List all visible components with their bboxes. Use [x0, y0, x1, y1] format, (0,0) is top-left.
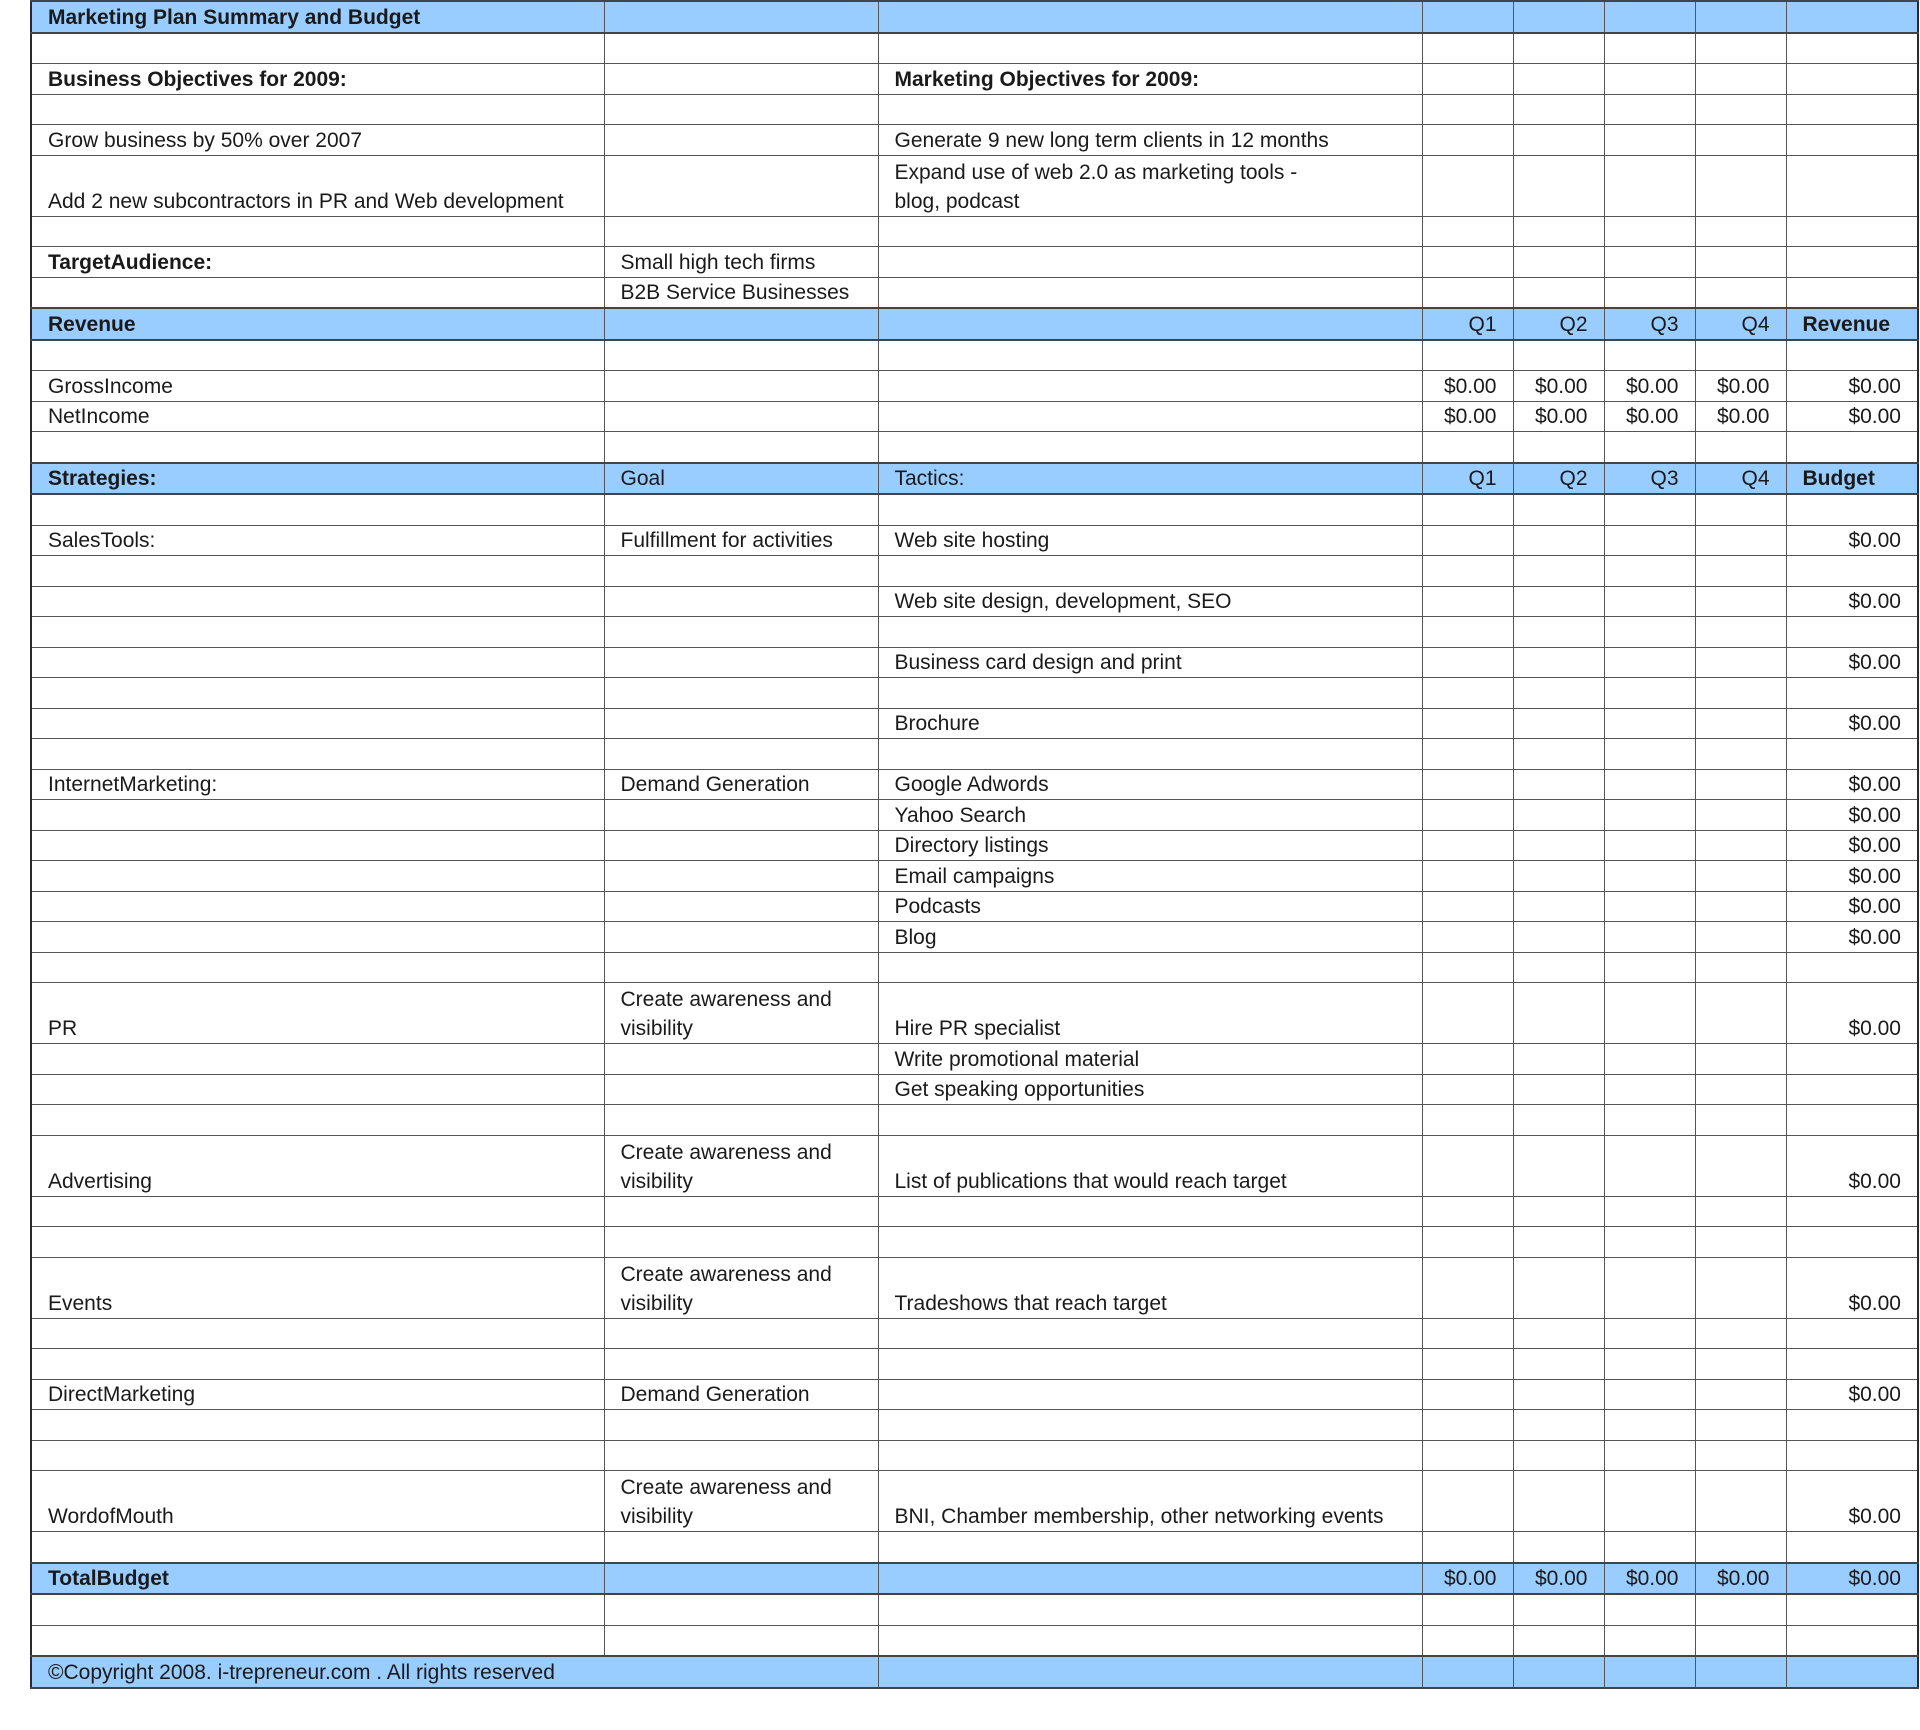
target-audience-2: B2B Service Businesses — [604, 277, 878, 308]
budget-q1-header: Q1 — [1422, 463, 1513, 495]
gross-income-q1: $0.00 — [1422, 371, 1513, 402]
gross-income-label: GrossIncome — [31, 371, 604, 402]
target-audience-1: Small high tech firms — [604, 247, 878, 278]
objective-row — [31, 125, 1918, 156]
budget-q4-header: Q4 — [1695, 463, 1786, 495]
marketing-objective-2: Expand use of web 2.0 as marketing tools - blog, podcast — [878, 155, 1422, 216]
budget-total-header: Budget — [1786, 463, 1918, 495]
strategy-row — [31, 800, 1918, 831]
tactic: Yahoo Search — [878, 800, 1422, 831]
tactic: Blog — [878, 922, 1422, 953]
strategy-row — [31, 983, 1918, 1044]
tactic: Get speaking opportunities — [878, 1074, 1422, 1105]
revenue-q2-header: Q2 — [1513, 308, 1604, 340]
budget-value: $0.00 — [1786, 647, 1918, 678]
net-income-q4: $0.00 — [1695, 401, 1786, 432]
budget-table — [30, 0, 1919, 1689]
tactic: Podcasts — [878, 891, 1422, 922]
strategy-row — [31, 647, 1918, 678]
net-income-q1: $0.00 — [1422, 401, 1513, 432]
strategy-row — [31, 891, 1918, 922]
strategy-row — [31, 1074, 1918, 1105]
target-audience-row — [31, 247, 1918, 278]
gross-income-q4: $0.00 — [1695, 371, 1786, 402]
tactic: List of publications that would reach target — [878, 1135, 1422, 1196]
strategy-row — [31, 525, 1918, 556]
strategy-label: Events — [31, 1257, 604, 1318]
strategy-row — [31, 830, 1918, 861]
tactic: Web site design, development, SEO — [878, 586, 1422, 617]
net-income-row — [31, 401, 1918, 432]
budget-value: $0.00 — [1786, 830, 1918, 861]
gross-income-q2: $0.00 — [1513, 371, 1604, 402]
strategy-goal: Demand Generation — [604, 769, 878, 800]
total-q3: $0.00 — [1604, 1563, 1695, 1595]
revenue-q3-header: Q3 — [1604, 308, 1695, 340]
gross-income-q3: $0.00 — [1604, 371, 1695, 402]
marketing-objectives-label: Marketing Objectives for 2009: — [878, 64, 1422, 95]
strategy-goal: Demand Generation — [604, 1379, 878, 1410]
strategy-label: DirectMarketing — [31, 1379, 604, 1410]
total-budget-row — [31, 1563, 1918, 1595]
total-budget: $0.00 — [1786, 1563, 1918, 1595]
business-objective-2: Add 2 new subcontractors in PR and Web development — [31, 155, 604, 216]
tactic: Business card design and print — [878, 647, 1422, 678]
tactic: Tradeshows that reach target — [878, 1257, 1422, 1318]
budget-value: $0.00 — [1786, 1257, 1918, 1318]
budget-q3-header: Q3 — [1604, 463, 1695, 495]
strategies-header-row — [31, 463, 1918, 495]
strategy-label: InternetMarketing: — [31, 769, 604, 800]
strategy-label: PR — [31, 983, 604, 1044]
strategy-row — [31, 861, 1918, 892]
tactic: Email campaigns — [878, 861, 1422, 892]
strategy-label: SalesTools: — [31, 525, 604, 556]
tactics-header: Tactics: — [878, 463, 1422, 495]
gross-income-total: $0.00 — [1786, 371, 1918, 402]
strategy-goal: Create awareness and visibility — [604, 1257, 878, 1318]
budget-value: $0.00 — [1786, 983, 1918, 1044]
marketing-objective-1: Generate 9 new long term clients in 12 months — [878, 125, 1422, 156]
total-q1: $0.00 — [1422, 1563, 1513, 1595]
strategy-row — [31, 769, 1918, 800]
budget-value: $0.00 — [1786, 708, 1918, 739]
strategy-goal: Fulfillment for activities — [604, 525, 878, 556]
goal-header: Goal — [604, 463, 878, 495]
tactic: Brochure — [878, 708, 1422, 739]
budget-value: $0.00 — [1786, 1135, 1918, 1196]
strategy-label: Advertising — [31, 1135, 604, 1196]
budget-value: $0.00 — [1786, 1471, 1918, 1532]
budget-value: $0.00 — [1786, 891, 1918, 922]
revenue-q1-header: Q1 — [1422, 308, 1513, 340]
net-income-q3: $0.00 — [1604, 401, 1695, 432]
strategy-row — [31, 922, 1918, 953]
business-objective-1: Grow business by 50% over 2007 — [31, 125, 604, 156]
strategy-goal: Create awareness and visibility — [604, 983, 878, 1044]
strategy-row — [31, 586, 1918, 617]
business-objectives-label: Business Objectives for 2009: — [31, 64, 604, 95]
objective-row — [31, 155, 1918, 216]
revenue-total-header: Revenue — [1786, 308, 1918, 340]
strategy-row — [31, 1135, 1918, 1196]
target-audience-row — [31, 277, 1918, 308]
budget-value: $0.00 — [1786, 800, 1918, 831]
tactic: Web site hosting — [878, 525, 1422, 556]
spreadsheet — [30, 0, 1917, 1720]
strategy-label: WordofMouth — [31, 1471, 604, 1532]
total-q4: $0.00 — [1695, 1563, 1786, 1595]
target-audience-label: TargetAudience: — [31, 247, 604, 278]
net-income-q2: $0.00 — [1513, 401, 1604, 432]
budget-value: $0.00 — [1786, 525, 1918, 556]
tactic: Directory listings — [878, 830, 1422, 861]
tactic: Google Adwords — [878, 769, 1422, 800]
copyright-row — [31, 1656, 1918, 1688]
strategy-row — [31, 1379, 1918, 1410]
strategy-row — [31, 708, 1918, 739]
strategy-row — [31, 1044, 1918, 1075]
strategy-row — [31, 1257, 1918, 1318]
net-income-total: $0.00 — [1786, 401, 1918, 432]
budget-value: $0.00 — [1786, 586, 1918, 617]
budget-value: $0.00 — [1786, 861, 1918, 892]
budget-value: $0.00 — [1786, 1379, 1918, 1410]
strategy-row — [31, 1471, 1918, 1532]
revenue-q4-header: Q4 — [1695, 308, 1786, 340]
gross-income-row — [31, 371, 1918, 402]
budget-value: $0.00 — [1786, 769, 1918, 800]
total-budget-label: TotalBudget — [31, 1563, 604, 1595]
tactic: Hire PR specialist — [878, 983, 1422, 1044]
revenue-label: Revenue — [31, 308, 604, 340]
sheet-title: Marketing Plan Summary and Budget — [31, 1, 604, 33]
strategies-label: Strategies: — [31, 463, 604, 495]
copyright-text: ©Copyright 2008. i-trepreneur.com . All rights reserved — [31, 1656, 878, 1688]
budget-value: $0.00 — [1786, 922, 1918, 953]
strategy-goal: Create awareness and visibility — [604, 1471, 878, 1532]
revenue-header-row — [31, 308, 1918, 340]
tactic: BNI, Chamber membership, other networking events — [878, 1471, 1422, 1532]
objectives-header-row — [31, 64, 1918, 95]
net-income-label: NetIncome — [31, 401, 604, 432]
total-q2: $0.00 — [1513, 1563, 1604, 1595]
budget-q2-header: Q2 — [1513, 463, 1604, 495]
title-row — [31, 1, 1918, 33]
strategy-goal: Create awareness and visibility — [604, 1135, 878, 1196]
tactic: Write promotional material — [878, 1044, 1422, 1075]
